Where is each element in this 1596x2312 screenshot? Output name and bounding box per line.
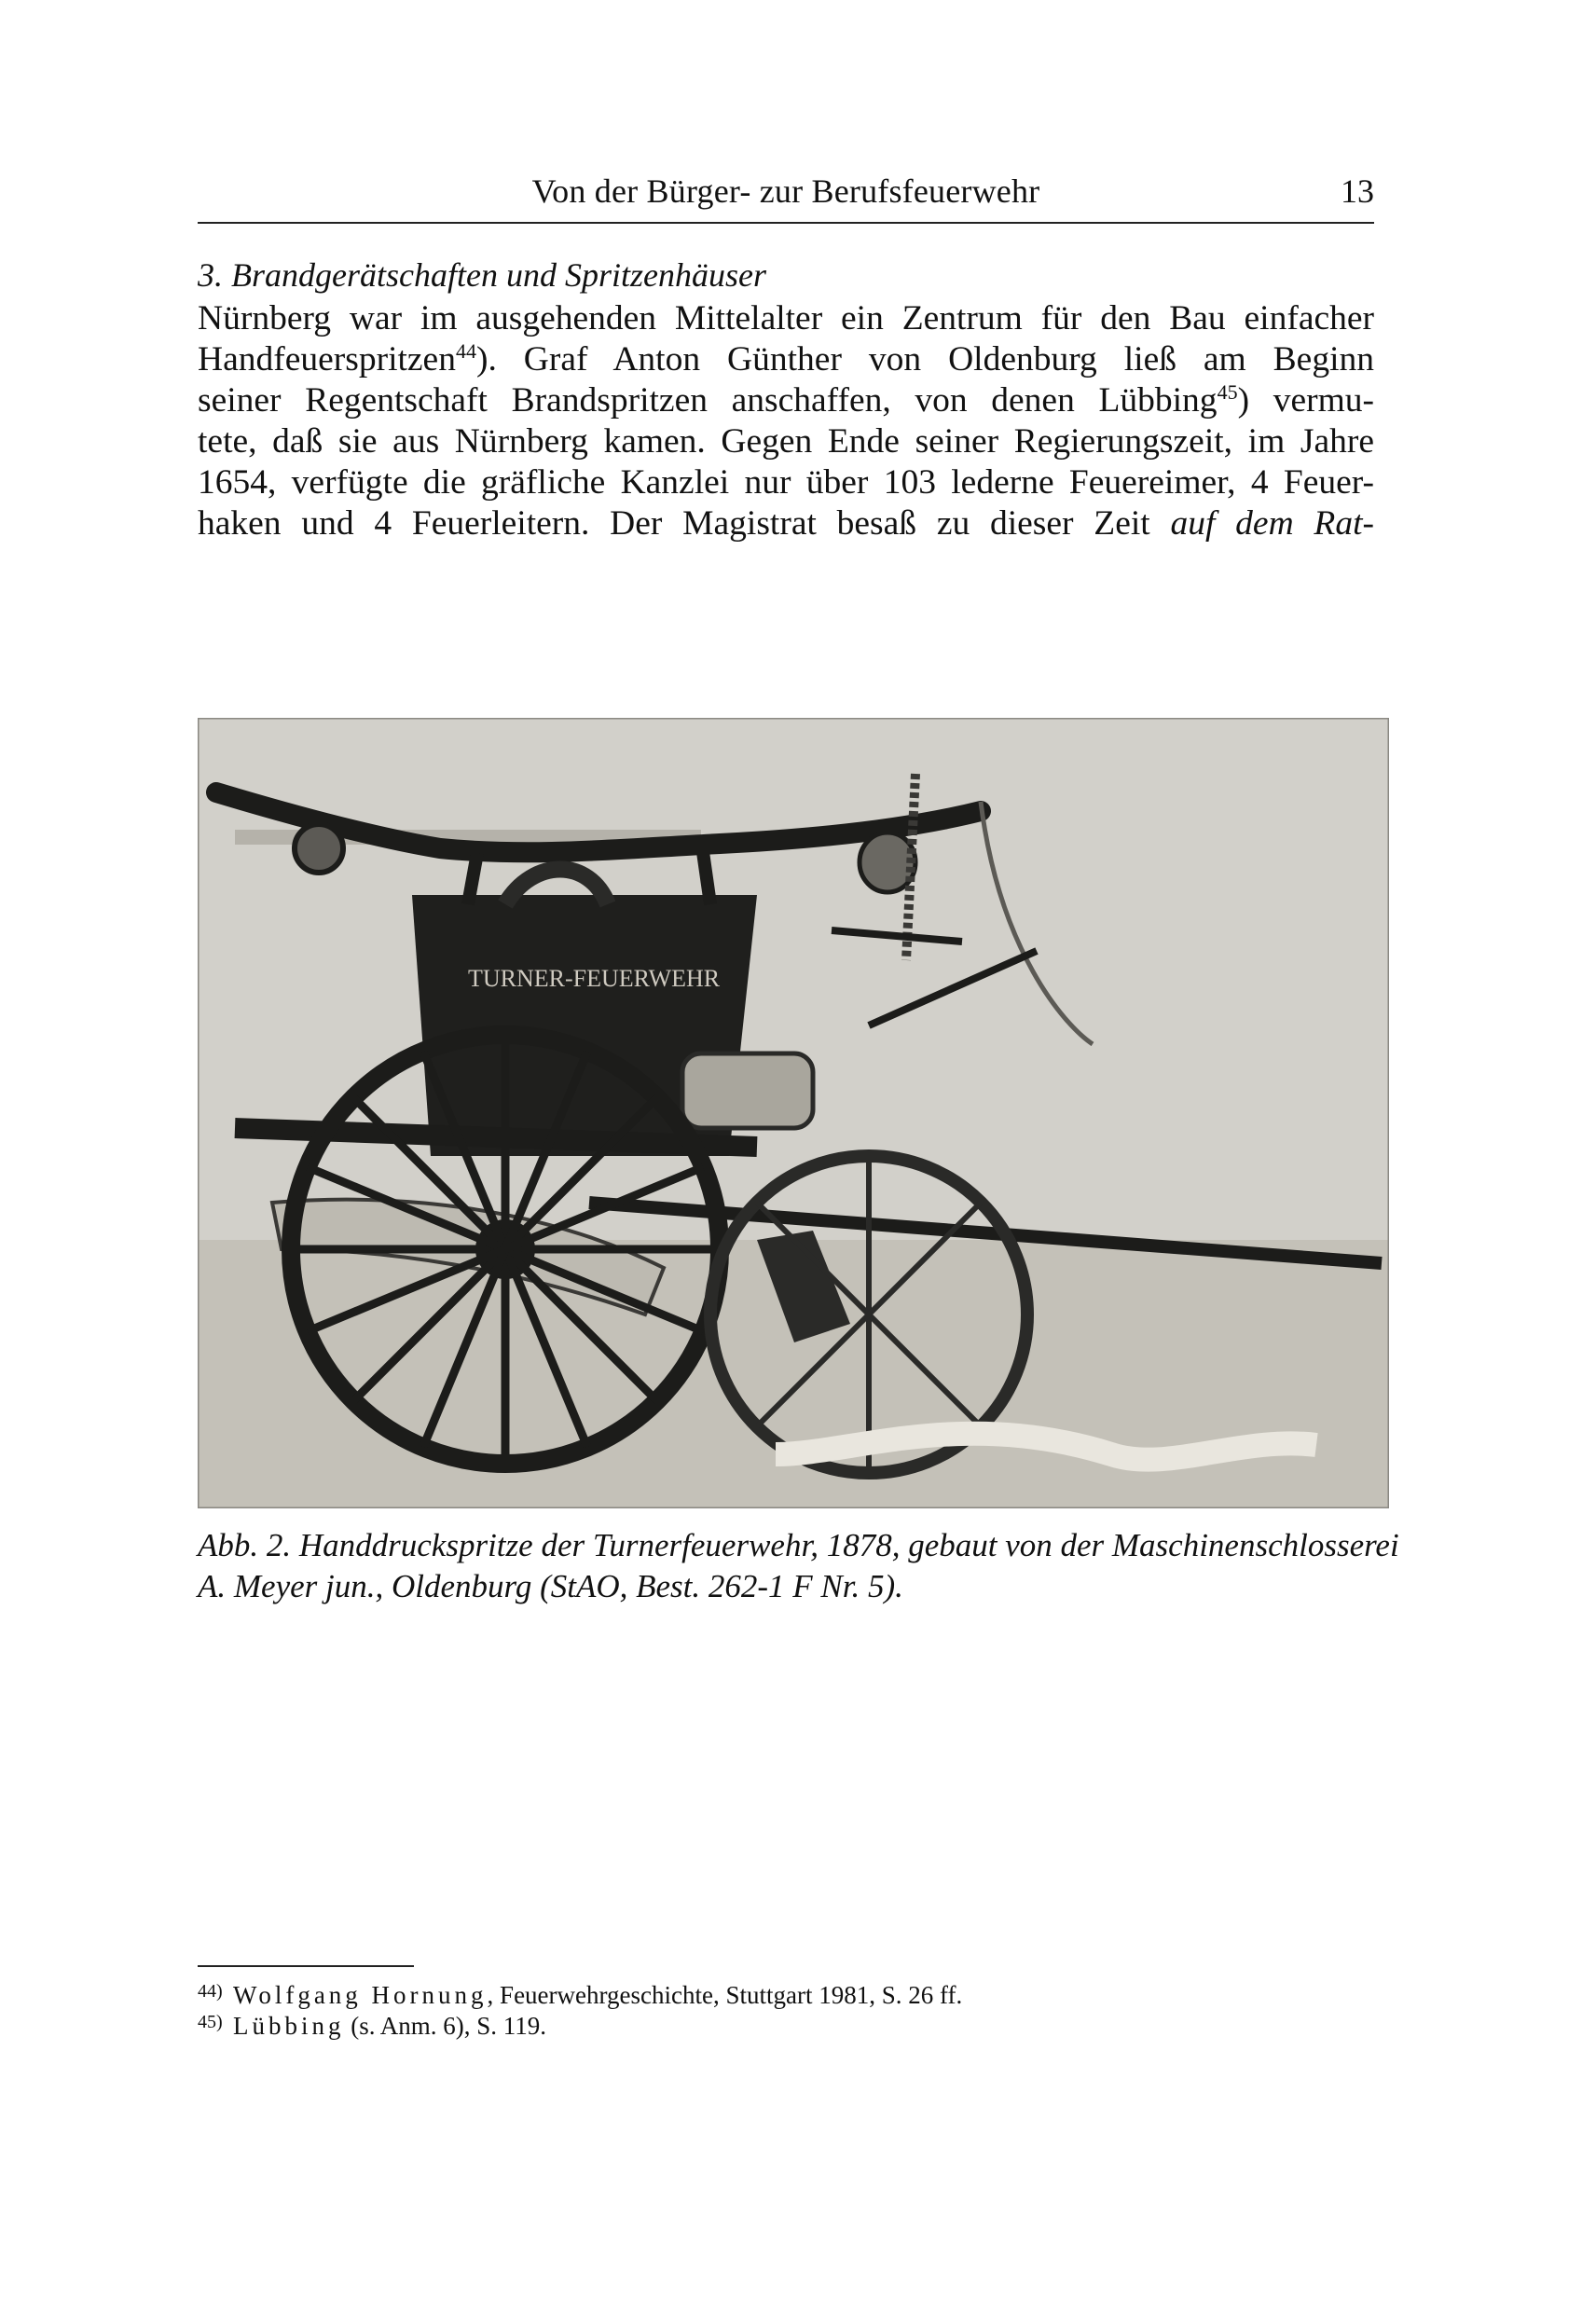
running-title: Von der Bürger- zur Berufsfeuerwehr bbox=[531, 172, 1040, 210]
page-number: 13 bbox=[1341, 172, 1374, 210]
section-heading: 3. Brandgerätschaften und Spritzenhäuser bbox=[198, 256, 766, 294]
paragraph-line: Handfeuerspritzen$^{44}$). Graf Anton Günther von Oldenburg ließ am Beginn bbox=[198, 339, 1374, 378]
figure-caption bbox=[198, 1525, 1399, 1607]
footnotes bbox=[198, 1980, 1374, 2042]
paragraph-line: haken und 4 Feuerleitern. Der Magistrat besaß zu dieser Zeit auf dem Rat- bbox=[198, 504, 1374, 543]
body-paragraph bbox=[198, 298, 1374, 544]
footnote-reference[interactable]: 45 bbox=[1217, 380, 1238, 404]
footnote: 45) Lübbing (s. Anm. 6), S. 119. bbox=[198, 2012, 547, 2040]
front-wheel bbox=[291, 1035, 720, 1464]
paragraph-line: seiner Regentschaft Brandspritzen anschaffen, von denen Lübbing$^{45}$) vermu- bbox=[198, 380, 1374, 420]
caption-line: A. Meyer jun., Oldenburg (StAO, Best. 262-1 F Nr. 5). bbox=[198, 1568, 903, 1604]
barrel bbox=[682, 1053, 813, 1128]
fire-pump-illustration bbox=[198, 718, 1389, 1508]
hose-coil bbox=[295, 824, 343, 873]
footnote-reference[interactable]: 44 bbox=[455, 339, 476, 363]
footnote: 44) Wolfgang Hornung, Feuerwehrgeschichte, Stuttgart 1981, S. 26 ff. bbox=[198, 1981, 963, 2009]
footnote-divider bbox=[198, 1965, 414, 1967]
paragraph-line: Nürnberg war im ausgehenden Mittelalter ein Zentrum für den Bau einfacher bbox=[198, 299, 1374, 337]
paragraph-line: tete, daß sie aus Nürnberg kamen. Gegen Ende seiner Regierungszeit, im Jahre bbox=[198, 422, 1374, 461]
running-header bbox=[198, 166, 1374, 224]
figure-photo-fire-pump bbox=[198, 718, 1389, 1508]
caption-line: Abb. 2. Handdruckspritze der Turnerfeuerwehr, 1878, gebaut von der Maschinenschlosserei bbox=[198, 1527, 1399, 1563]
box-lettering: TURNER-FEUERWEHR bbox=[468, 965, 721, 992]
paragraph-line: 1654, verfügte die gräfliche Kanzlei nur über 103 lederne Feuereimer, 4 Feuer- bbox=[198, 463, 1374, 502]
